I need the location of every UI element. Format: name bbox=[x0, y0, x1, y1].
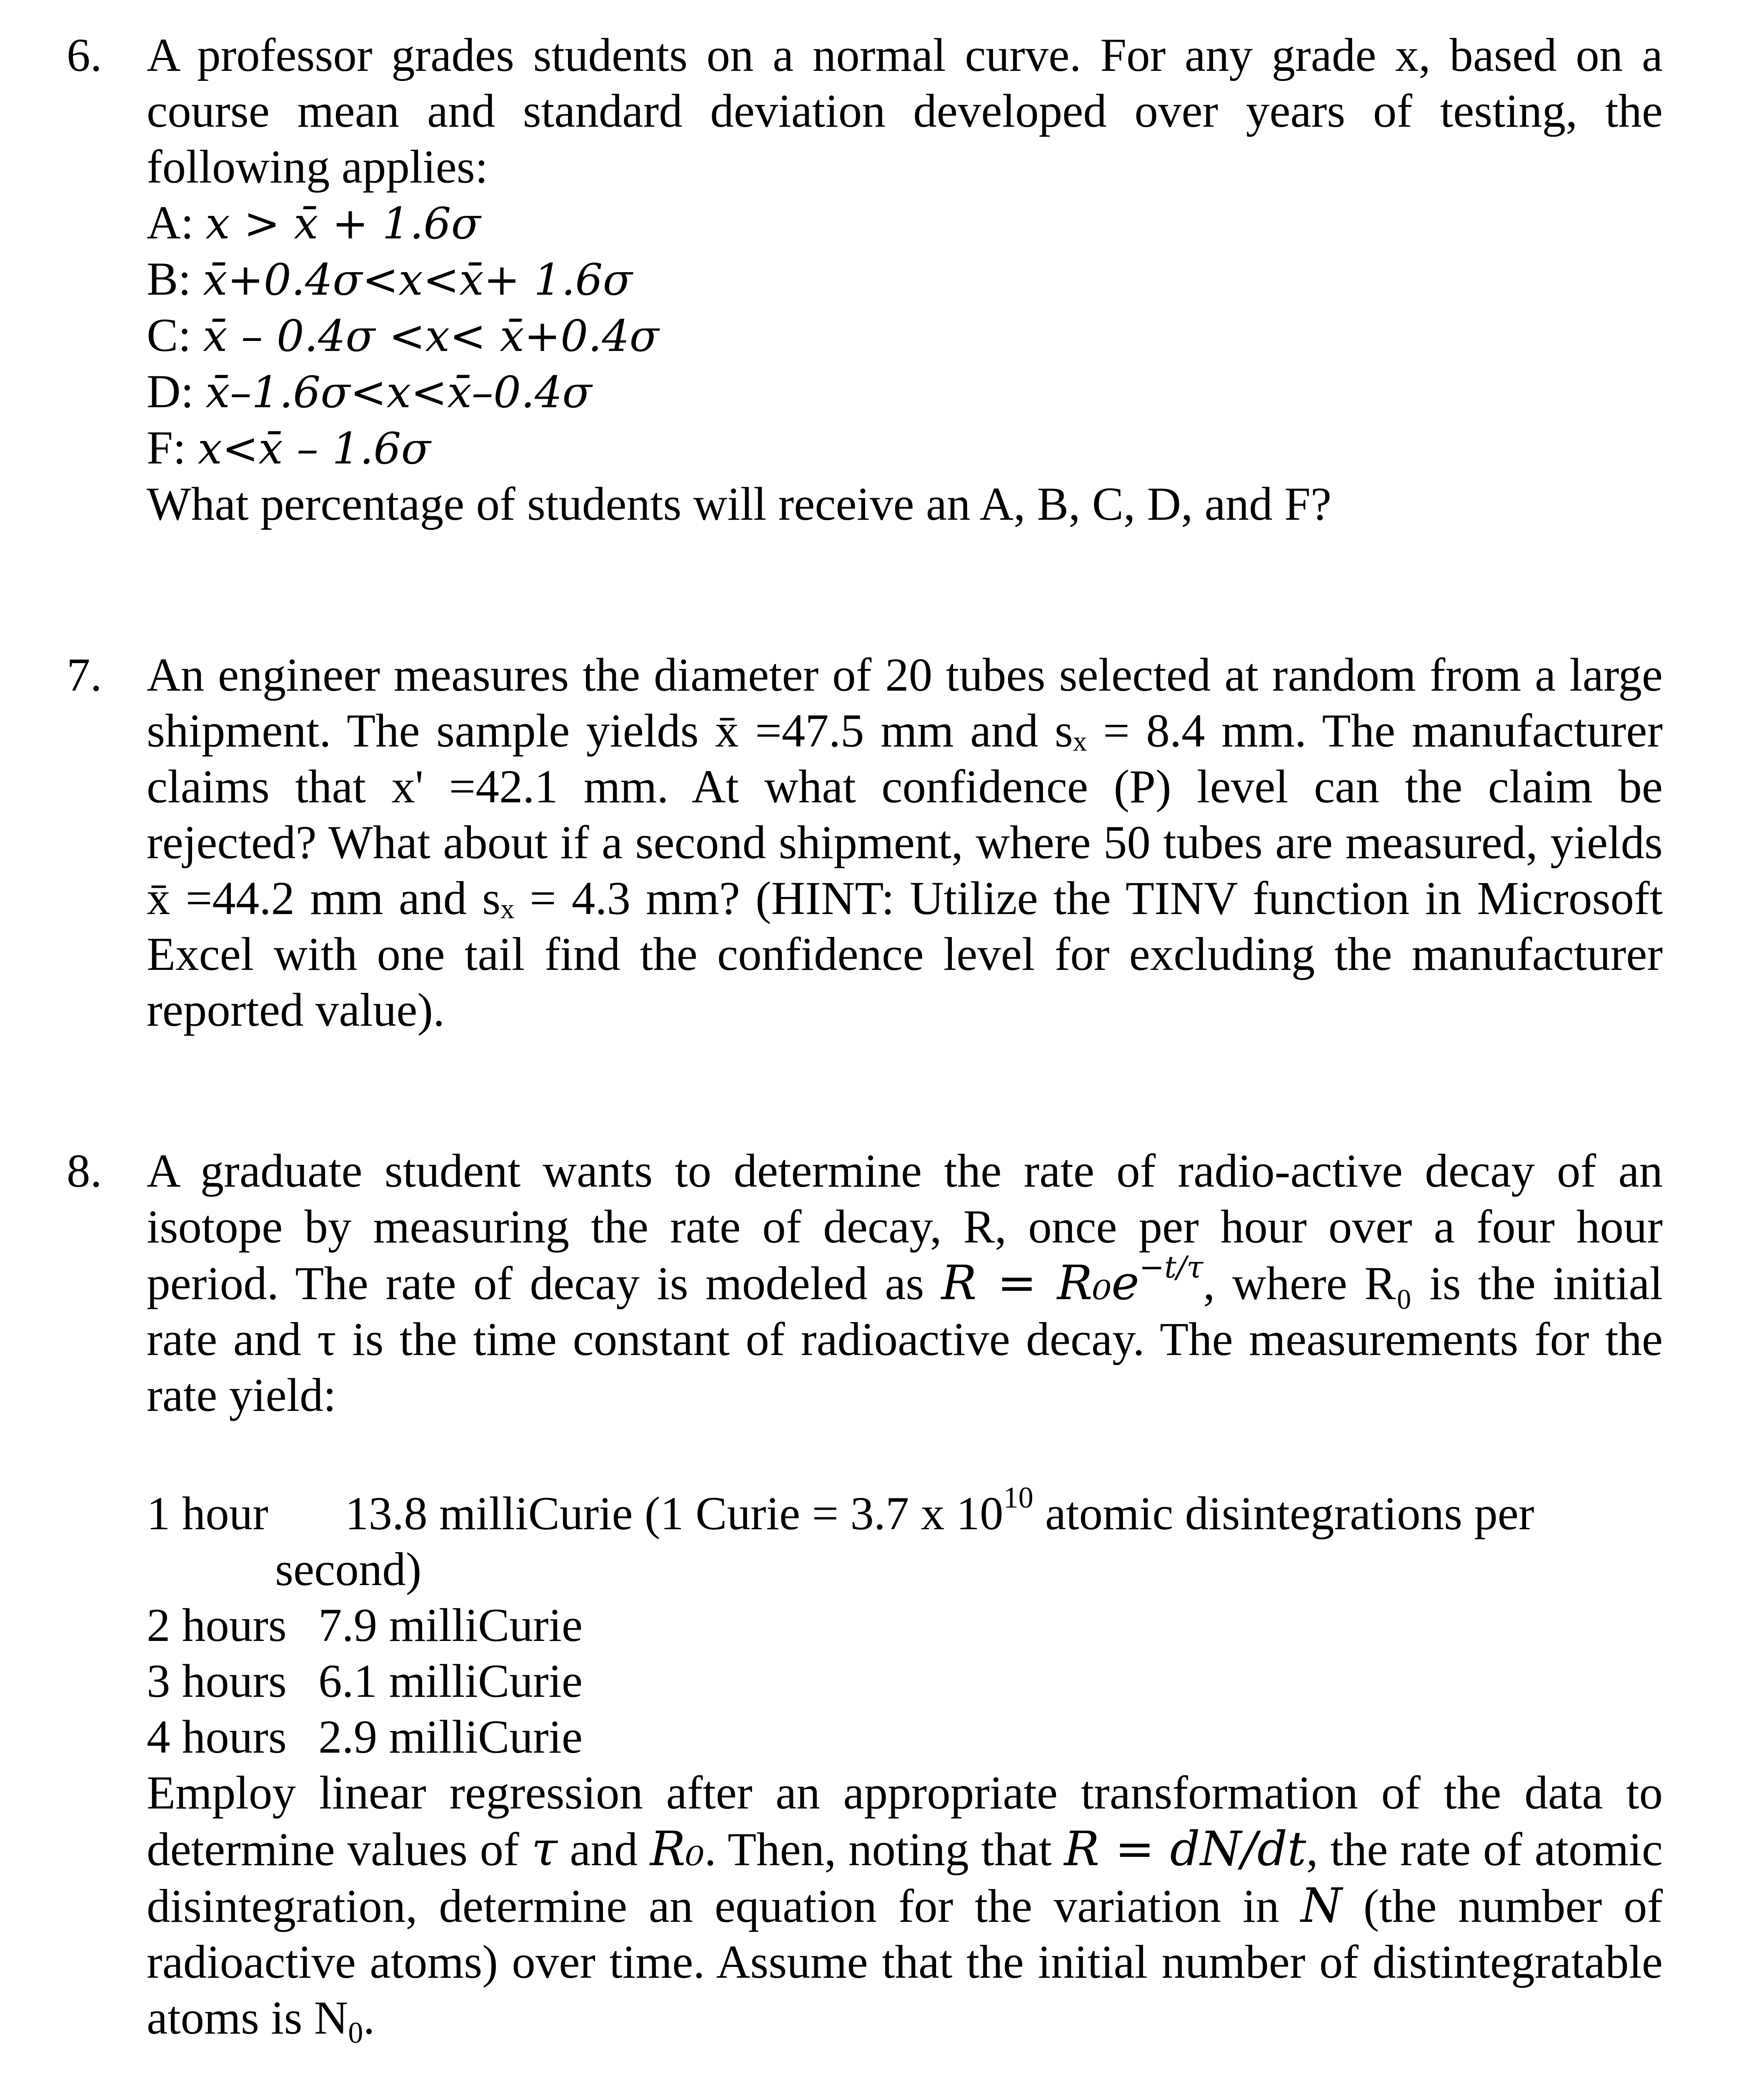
tau-symbol: τ bbox=[531, 1821, 558, 1876]
problem-intro bbox=[147, 1143, 1663, 1423]
final-text-d: , the rate of atomic disintegration, determine an equation for the variation in bbox=[147, 1824, 1663, 1932]
grade-letter: B: bbox=[147, 253, 191, 305]
problem-number: 6. bbox=[67, 29, 102, 81]
problem-instructions bbox=[147, 1765, 1663, 2049]
final-text-c: . Then, noting that bbox=[704, 1824, 1064, 1876]
measurement-time: 4 hours bbox=[147, 1711, 287, 1763]
grade-item bbox=[147, 195, 1663, 251]
decay-formula: R = R₀e bbox=[941, 1255, 1139, 1310]
grade-condition: x<x̄ – 1.6σ bbox=[198, 423, 431, 474]
grade-item bbox=[147, 364, 1663, 420]
n-symbol: N bbox=[1301, 1878, 1342, 1933]
problem-7 bbox=[67, 647, 1663, 1038]
problem-8 bbox=[67, 1143, 1663, 2049]
measurement-value: 7.9 milliCurie bbox=[318, 1599, 583, 1651]
measurement-value: 6.1 milliCurie bbox=[318, 1655, 583, 1707]
final-text-b: and bbox=[557, 1824, 650, 1876]
measurement-time: 2 hours bbox=[147, 1599, 287, 1651]
measurement-value bbox=[345, 1481, 1534, 1542]
measurement-time: 3 hours bbox=[147, 1655, 287, 1707]
grade-condition: x̄ – 0.4σ <x< x̄+0.4σ bbox=[203, 311, 659, 361]
problem-body bbox=[147, 28, 1663, 532]
grade-item bbox=[147, 420, 1663, 476]
measurement-row bbox=[147, 1653, 1663, 1709]
grade-letter: A: bbox=[147, 197, 194, 249]
measurement-value: 2.9 milliCurie bbox=[318, 1711, 583, 1763]
measurement-value-text: 13.8 milliCurie (1 Curie = 3.7 x 10 bbox=[345, 1488, 1003, 1540]
grade-item bbox=[147, 308, 1663, 364]
grade-condition: x > x̄ + 1.6σ bbox=[205, 198, 481, 249]
problem-body bbox=[147, 1143, 1663, 2049]
problem-number: 7. bbox=[67, 649, 102, 701]
rate-equation: R = dN/dt bbox=[1064, 1821, 1306, 1876]
problem-text: An engineer measures the diameter of 20 tubes selected at random from a large shipment. The sample yields x̄ =47.5 mm and sₓ = 8.4 mm. The manufacturer claims that x' =42.1 mm. At what confidence (P) level can the claim be rejected? What about if a second shipment, where 50 tubes are measured, yields x̄ =44.2 mm and sₓ = 4.3 mm? (HINT: Utilize the TINV function in Microsoft Excel with one tail find the confidence level for excluding the manufacturer reported value). bbox=[147, 649, 1663, 1036]
intro-text-b: , where R₀ is the initial rate and τ is the time constant of radioactive decay. The measurements for the rate yield: bbox=[147, 1257, 1663, 1421]
measurement-row bbox=[147, 1481, 1663, 1542]
r0-symbol: R₀ bbox=[650, 1821, 705, 1876]
final-text-e: (the number of radioactive atoms) over time. Assume that the initial number of distintegratable atoms is N bbox=[147, 1880, 1663, 2044]
grade-letter: C: bbox=[147, 309, 191, 361]
grade-list bbox=[147, 195, 1663, 476]
decay-formula-exponent: −t/τ bbox=[1139, 1250, 1204, 1285]
problem-intro: A professor grades students on a normal curve. For any grade x, based on a course mean and standard deviation developed over years of testing, the following applies: bbox=[147, 29, 1663, 193]
problem-number: 8. bbox=[67, 1145, 102, 1197]
final-text-f: . bbox=[363, 1992, 375, 2044]
problem-6 bbox=[67, 28, 1663, 532]
intro-text-a: A graduate student wants to determine the rate of radio-active decay of an isotope by measuring the rate of decay, R, once per hour over a four hour period. The rate of decay is modeled as bbox=[147, 1145, 1663, 1310]
measurement-exponent: 10 bbox=[1003, 1481, 1033, 1514]
measurement-row bbox=[147, 1709, 1663, 1765]
problem-body bbox=[147, 647, 1663, 1038]
grade-letter: F: bbox=[147, 422, 186, 474]
grade-letter: D: bbox=[147, 366, 194, 418]
measurement-row bbox=[147, 1598, 1663, 1653]
grade-item bbox=[147, 251, 1663, 308]
grade-condition: x̄–1.6σ<x<x̄–0.4σ bbox=[205, 367, 592, 418]
final-text-a: Employ linear regression after an appropriate transformation of the data to determine values of bbox=[147, 1767, 1663, 1876]
problem-question: What percentage of students will receive an A, B, C, D, and F? bbox=[147, 478, 1331, 530]
measurement-table bbox=[147, 1481, 1663, 1765]
measurement-suffix: atomic disintegrations per bbox=[1033, 1488, 1534, 1540]
grade-condition: x̄+0.4σ<x<x̄+ 1.6σ bbox=[203, 254, 633, 305]
measurement-time: 1 hour bbox=[147, 1488, 268, 1540]
measurement-continuation: second) bbox=[275, 1543, 422, 1596]
n0-subscript: 0 bbox=[348, 2016, 363, 2049]
